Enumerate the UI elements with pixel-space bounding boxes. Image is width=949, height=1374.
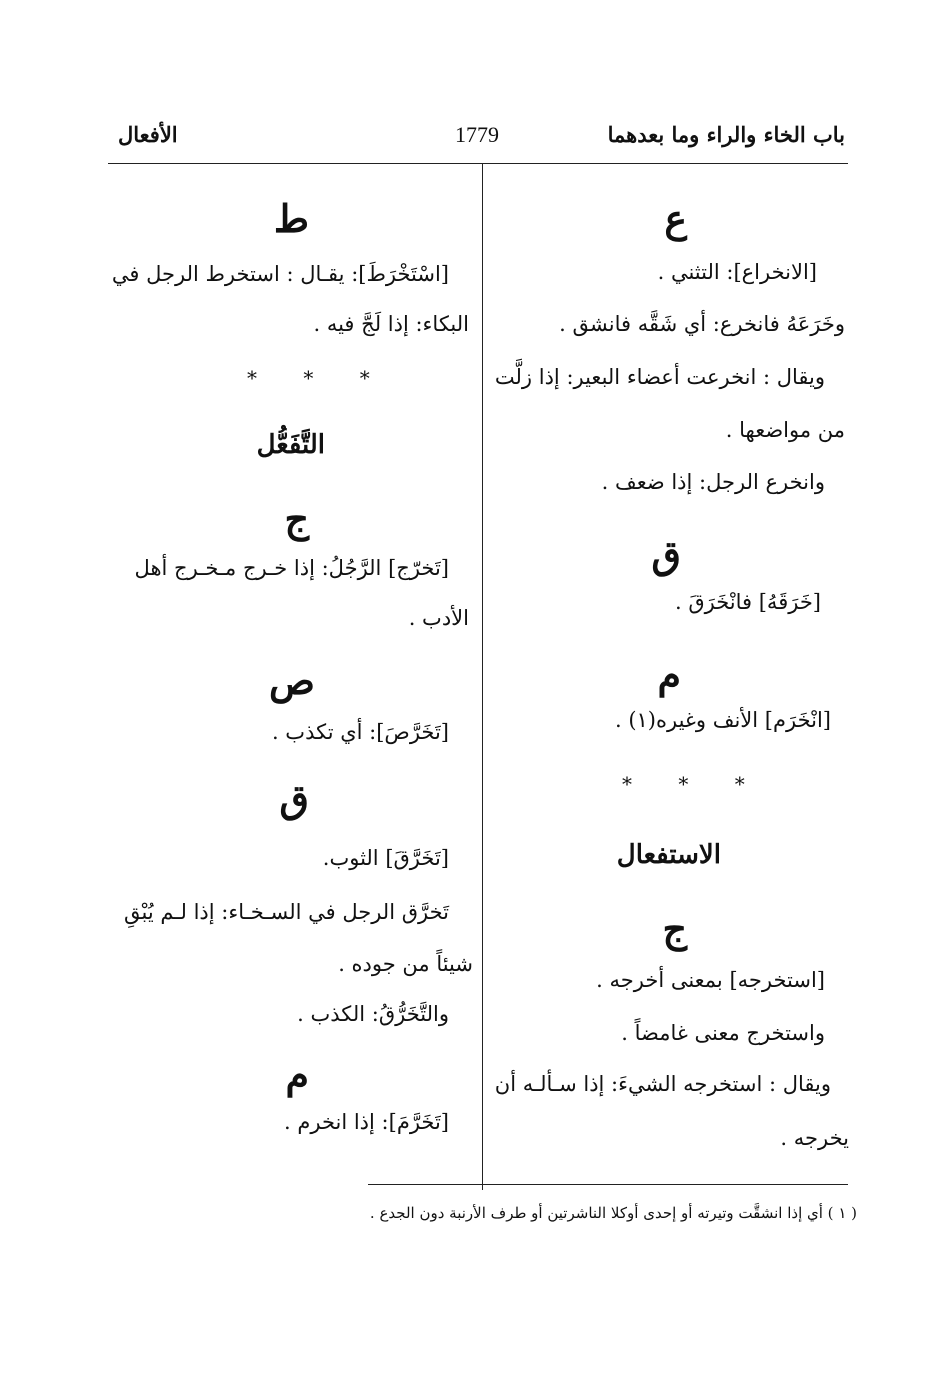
header-rule xyxy=(108,163,848,164)
letter-heading-ain: ع xyxy=(664,196,687,241)
entry-line: [اسْتَخْرَطَ]: يقـال : استخرط الرجل في xyxy=(111,262,449,286)
entry-line: من مواضعها . xyxy=(725,418,845,442)
chapter-title: باب الخاء والراء وما بعدهما xyxy=(607,122,845,147)
section-separator-stars: * * * xyxy=(247,366,390,390)
entry-line: [تَخَرَّمَ]: إذا انخرم . xyxy=(284,1110,449,1134)
section-heading-istifal: الاستفعال xyxy=(616,840,721,870)
footnote: ( ١ ) أي إذا انشقَّت وتيرته أو إحدى أوكلا الناشرتين أو طرف الأرنبة دون الجدع . xyxy=(369,1204,857,1222)
entry-line: [تَخَرَّقَ] الثوب. xyxy=(322,846,449,870)
entry-line: الأدب . xyxy=(408,606,469,630)
letter-heading-sad: ص xyxy=(269,658,315,703)
entry-line: [خَرَقَهُ] فانْخَرَقَ . xyxy=(675,590,821,614)
entry-line: والتَّخَرُّقُ: الكذب . xyxy=(297,1002,449,1026)
letter-heading-ta: ط xyxy=(273,196,309,241)
letter-heading-jim: ج xyxy=(284,496,309,541)
entry-line: شيئاً من جوده . xyxy=(338,952,473,976)
entry-line: ويقال : استخرجه الشيءَ: إذا سـألـه أن xyxy=(494,1072,831,1096)
entry-line: واستخرج معنى غامضاً . xyxy=(621,1021,825,1045)
section-heading-tafaul: التَّفَعُّل xyxy=(256,430,325,460)
entry-line: وانخرع الرجل: إذا ضعف . xyxy=(601,470,825,494)
entry-line: يخرجه . xyxy=(780,1126,849,1150)
page-number: 1779 xyxy=(455,122,499,147)
letter-heading-qaf: ق xyxy=(651,532,681,577)
entry-line: ويقال : انخرعت أعضاء البعير: إذا زلَّت xyxy=(494,365,825,389)
entry-line: [انْخَرَم] الأنف وغيره(١) . xyxy=(614,708,831,732)
entry-line: [تَخرّج] الرَّجُلُ: إذا خـرج مـخـرج أهل xyxy=(134,556,449,580)
letter-heading-qaf: ق xyxy=(279,776,309,821)
footnote-rule xyxy=(368,1184,848,1185)
section-title: الأفعال xyxy=(118,122,178,147)
entry-line: وخَرَعَهُ فانخرع: أي شَقَّه فانشق . xyxy=(559,312,845,336)
letter-heading-mim: م xyxy=(657,652,681,697)
section-separator-stars: * * * xyxy=(622,772,765,796)
entry-line: [الانخراع]: التثني . xyxy=(657,260,817,284)
letter-heading-jim: ج xyxy=(662,906,687,951)
entry-line: تَخرَّق الرجل في السـخـاء: إذا لـم يُبْقِ xyxy=(124,900,449,924)
letter-heading-mim: م xyxy=(285,1052,309,1097)
entry-line: [استخرجه] بمعنى أخرجه . xyxy=(596,968,825,992)
entry-line: [تَخَرَّصَ]: أي تكذب . xyxy=(271,720,449,744)
column-divider xyxy=(482,164,483,1190)
entry-line: البكاء: إذا لَجَّ فيه . xyxy=(313,312,469,336)
